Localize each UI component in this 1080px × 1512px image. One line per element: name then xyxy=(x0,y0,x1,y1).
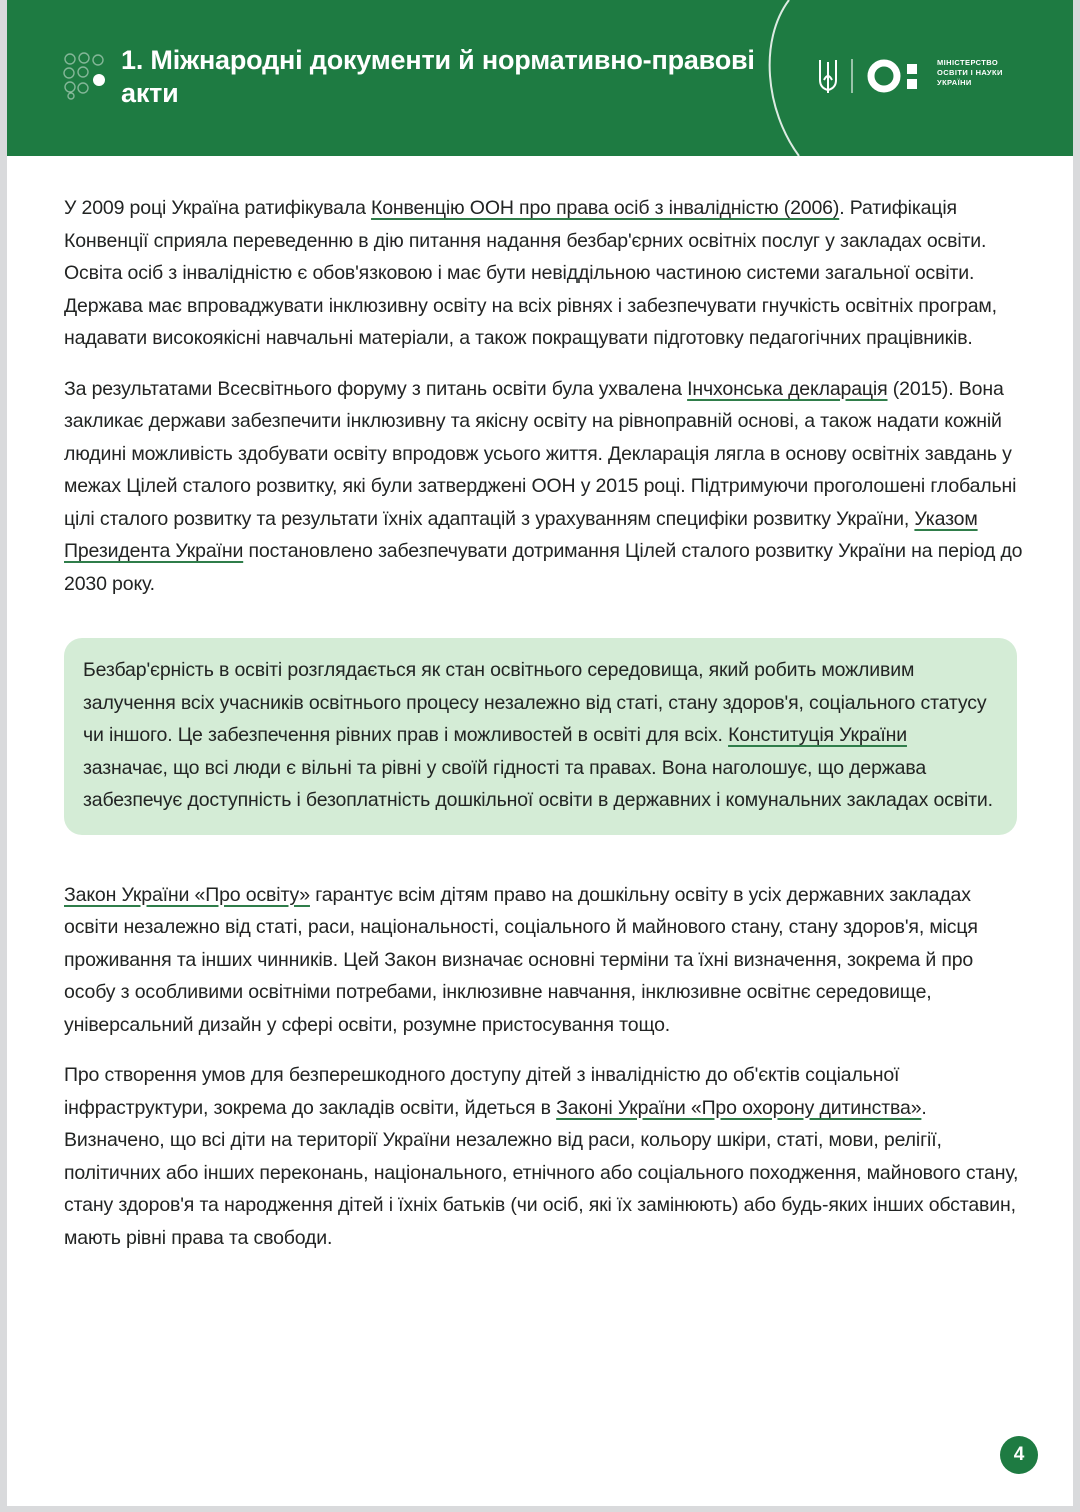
trident-emblem-icon xyxy=(817,58,839,94)
dots-cluster-icon xyxy=(62,52,108,100)
text-run: зазначає, що всі люди є вільні та рівні у своїй гідності та правах. Вона наголошує, що держава забезпечує доступність і безоплатність дошкільної освіти в державних і комунальних закладах освіти. xyxy=(83,756,993,811)
ministry-name-line: МІНІСТЕРСТВО xyxy=(937,58,999,67)
document-page xyxy=(7,0,1073,1506)
ministry-logo xyxy=(817,58,1037,98)
text-run: гарантує всім дітям право на дошкільну освіту в усіх державних закладах освіти незалежно від статі, раси, національності, соціального й майнового стану, стану здоров'я, місця проживання та інших чинників. Цей Закон визначає основні терміни та їхні визначення, зокрема й про особу з особливими освітніми потребами, інклюзивне навчання, інклюзивне освітнє середовище, універсальний дизайн у сфері освіти, розумне пристосування тощо. xyxy=(64,883,978,1036)
page-body xyxy=(64,192,1024,1254)
text-run: . Визначено, що всі діти на території України незалежно від раси, кольору шкіри, статі, мови, релігії, політичних або інших переконань, національного, етнічного або соціального походження, майнового стану, стану здоров'я та народження дітей і їхніх батьків (чи осіб, які їх замінюють) або будь-яких інших обставин, мають рівні права та свободи. xyxy=(64,1096,1019,1249)
text-run: . Ратифікація Конвенції сприяла переведенню в дію питання надання безбар'єрних освітніх послуг у закладах освіти. Освіта осіб з інвалідністю є обов'язковою і має бути невіддільною частиною системи загальної освіти. Держава має впроваджувати інклюзивну освіту на всіх рівнях і забезпечувати гнучкість освітніх програм, надавати високоякісні навчальні матеріали, а також покращувати підготовку педагогічних працівників. xyxy=(64,197,997,349)
education-law-link[interactable]: Закон України «Про освіту» xyxy=(64,883,310,906)
text-run: Безбар'єрність в освіті розглядається як стан освітнього середовища, який робить можливим залучення всіх учасників освітнього процесу незалежно від статі, стану здоров'я, соціального статусу чи іншого. Це забезпечення рівних прав і можливостей в освіті для всіх. xyxy=(83,659,987,746)
child-protection-law-link[interactable]: Законі України «Про охорону дитинства» xyxy=(556,1096,922,1119)
convention-link[interactable]: Конвенцію ООН про права осіб з інвалідністю (2006) xyxy=(371,197,840,219)
page-title: 1. Міжнародні документи й нормативно-правові акти xyxy=(121,45,755,108)
paragraph-incheon xyxy=(64,373,1024,601)
paragraph-barrier-free xyxy=(83,654,995,817)
logo-divider xyxy=(851,59,853,93)
text-run: (2015). Вона закликає держави забезпечити інклюзивну та якісну освіту на рівноправній основі, а також надати кожній людині можливість здобувати освіту впродовж усього життя. Декларація лягла в основу освітніх завдань у межах Цілей сталого розвитку, які були затверджені ООН у 2015 році. Підтримуючи проголошені глобальні цілі сталого розвитку та результати їхніх адаптацій з урахуванням специфіки розвитку України, xyxy=(64,377,1017,530)
ministry-name-line: ОСВІТИ І НАУКИ xyxy=(937,68,1003,77)
paragraph-child-protection xyxy=(64,1059,1024,1254)
paragraph-education-law xyxy=(64,879,1024,1042)
incheon-declaration-link[interactable]: Інчхонська декларація xyxy=(687,377,888,400)
text-run: За результатами Всесвітнього форуму з питань освіти була ухвалена xyxy=(64,377,688,400)
text-run: постановлено забезпечувати дотримання Цілей сталого розвитку України на період до 2030 року. xyxy=(64,540,1023,595)
ministry-name-line: УКРАЇНИ xyxy=(937,78,972,87)
text-run: Про створення умов для безперешкодного доступу дітей з інвалідністю до об'єктів соціальної інфраструктури, зокрема до закладів освіти, йдеться в xyxy=(64,1064,900,1119)
constitution-link[interactable]: Конституція України xyxy=(728,724,907,746)
presidential-decree-link[interactable]: Указом Президента України xyxy=(64,507,978,562)
ministry-name xyxy=(937,58,1037,88)
paragraph-convention xyxy=(64,192,1024,355)
text-run: У 2009 році Україна ратифікувала xyxy=(64,197,372,219)
highlight-callout xyxy=(64,638,1017,835)
ministry-logo-icon xyxy=(867,58,929,94)
page-number-badge: 4 xyxy=(1000,1436,1038,1474)
page-header xyxy=(7,0,1073,156)
